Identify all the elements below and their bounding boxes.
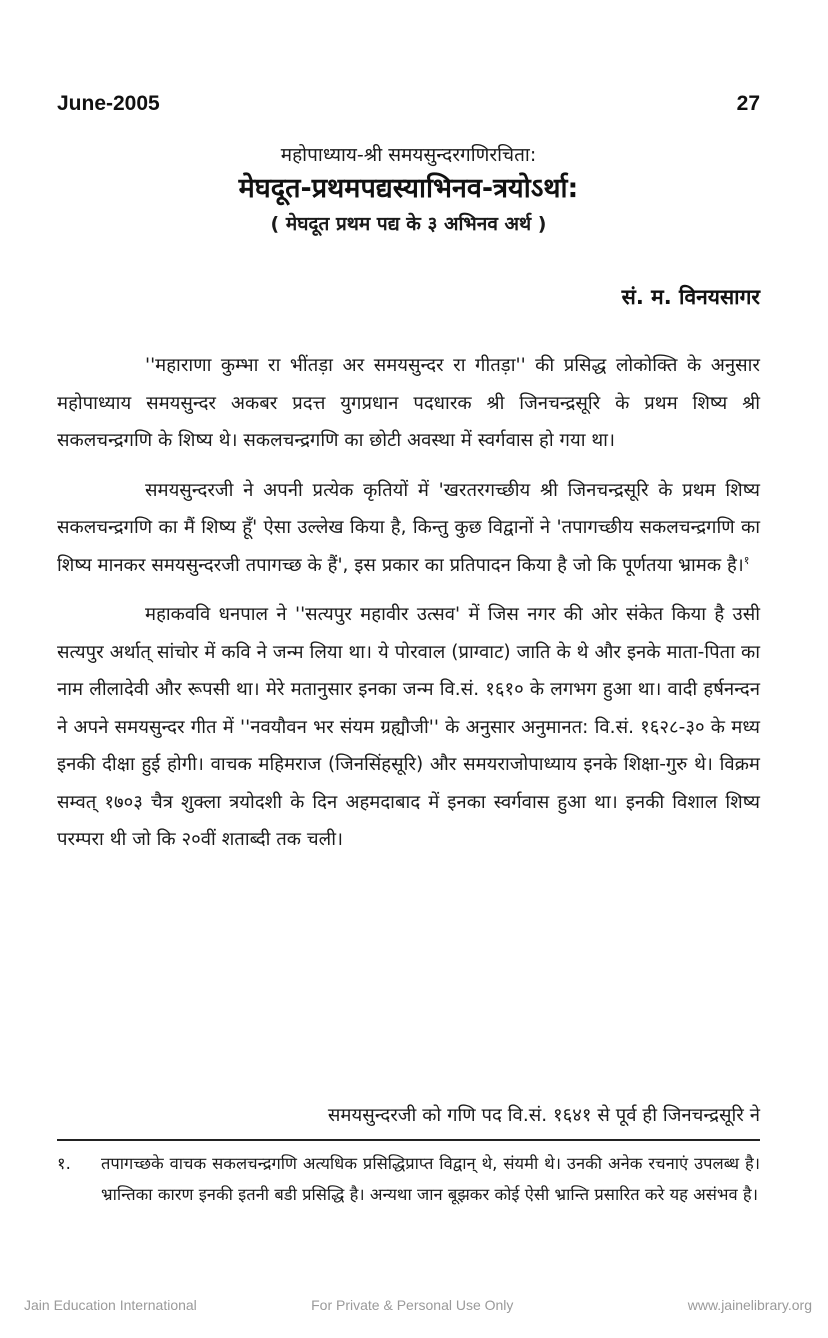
footnote-number: १.: [57, 1154, 71, 1173]
page-footer: [24, 1297, 812, 1313]
paragraph-2: समयसुन्दरजी ने अपनी प्रत्येक कृतियों में 'खरतरगच्छीय श्री जिनचन्द्रसूरि के प्रथम शिष्य सकलचन्द्रगणि का मैं शिष्य हूँ' ऐसा उल्लेख किया है, किन्तु कुछ विद्वानों ने 'तपागच्छीय सकलचन्द्रगणि का शिष्य मानकर समयसुन्दरजी तपागच्छ के हैं', इस प्रकार का प्रतिपादन किया है जो कि पूर्णतया भ्रामक है।$^१$: [57, 479, 760, 576]
footnote-text: तपागच्छके वाचक सकलचन्द्रगणि अत्यधिक प्रसिद्धिप्राप्त विद्वान् थे, संयमी थे। उनकी अनेक रचनाएं उपलब्ध है। भ्रान्तिका कारण इनकी इतनी बडी प्रसिद्धि है। अन्यथा जान बूझकर कोई ऐसी भ्रान्ति प्रसारित करे यह असंभव है।: [101, 1154, 760, 1204]
issue-date: June-2005: [57, 92, 160, 115]
footnotes-section: [57, 1148, 760, 1210]
main-title: मेघदूत-प्रथमपद्यस्याभिनव-त्रयोऽर्था:: [238, 173, 579, 204]
page-number: 27: [736, 92, 760, 115]
subtitle: ( मेघदूत प्रथम पद्य के ३ अभिनव अर्थ ): [270, 213, 547, 235]
title-block: [57, 140, 760, 240]
article-body: [57, 347, 760, 871]
footnote-reference[interactable]: १: [743, 553, 750, 567]
footer-website-link[interactable]: www.jainelibrary.org: [687, 1297, 812, 1313]
footer-usage-notice: For Private & Personal Use Only: [311, 1297, 514, 1313]
footnote-item: [57, 1148, 760, 1210]
paragraph-1: ''महाराणा कुम्भा रा भींतड़ा अर समयसुन्दर रा गीतड़ा'' की प्रसिद्ध लोकोक्ति के अनुसार महोपाध्याय समयसुन्दर अकबर प्रदत्त युगप्रधान पदधारक श्री जिनचन्द्रसूरि के प्रथम शिष्य श्री सकलचन्द्रगणि के शिष्य थे। सकलचन्द्रगणि का छोटी अवस्था में स्वर्गवास हो गया था।: [57, 355, 760, 451]
running-header: [57, 92, 760, 116]
supertitle: महोपाध्याय-श्री समयसुन्दरगणिरचिता:: [280, 144, 537, 166]
editor-credit: सं. म. विनयसागर: [621, 285, 760, 309]
continuation-line: समयसुन्दरजी को गणि पद वि.सं. १६४१ से पूर्व ही जिनचन्द्रसूरि ने: [327, 1105, 760, 1126]
footnote-divider: [57, 1139, 760, 1141]
footer-publisher: Jain Education International: [24, 1297, 197, 1313]
paragraph-3: महाकववि धनपाल ने ''सत्यपुर महावीर उत्सव' में जिस नगर की ओर संकेत किया है उसी सत्यपुर अर्थात् सांचोर में कवि ने जन्म लिया था। ये पोरवाल (प्राग्वाट) जाति के थे और इनके माता-पिता का नाम लीलादेवी और रूपसी था। मेरे मतानुसार इनका जन्म वि.सं. १६१० के लगभग हुआ था। वादी हर्षनन्दन ने अपने समयसुन्दर गीत में ''नवयौवन भर संयम ग्रह्यौजी'' के अनुसार अनुमानत: वि.सं. १६२८-३० के मध्य इनकी दीक्षा हुई होगी। वाचक महिमराज (जिनसिंहसूरि) और समयराजोपाध्याय इनके शिक्षा-गुरु थे। विक्रम सम्वत् १७०३ चैत्र शुक्ला त्रयोदशी के दिन अहमदाबाद में इनका स्वर्गवास हुआ था। इनकी विशाल शिष्य परम्परा थी जो कि २०वीं शताब्दी तक चली।: [57, 604, 760, 850]
